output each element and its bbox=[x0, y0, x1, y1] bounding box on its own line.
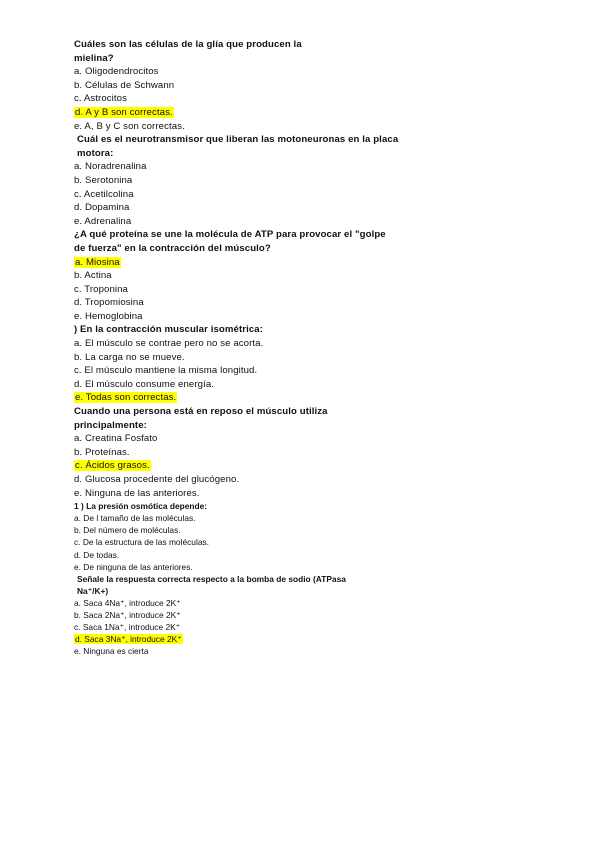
answer-text: a. Oligodendrocitos bbox=[74, 66, 159, 78]
answer-option bbox=[74, 621, 404, 633]
answer-text: e. Adrenalina bbox=[74, 215, 132, 227]
answer-text: a. Saca 4Na⁺, introduce 2K⁺ bbox=[74, 597, 181, 608]
answer-option bbox=[74, 524, 404, 536]
answer-option bbox=[74, 201, 404, 215]
answer-option bbox=[74, 337, 404, 351]
question-text: ¿A qué proteína se une la molécula de ATP para provocar el "golpe de fuerza" en la contracción del músculo? bbox=[74, 229, 386, 254]
answer-option bbox=[74, 609, 404, 621]
answer-text: d. Glucosa procedente del glucógeno. bbox=[74, 474, 240, 485]
answer-option bbox=[74, 473, 404, 487]
answer-option bbox=[74, 391, 404, 405]
question-block bbox=[74, 38, 404, 133]
question-block bbox=[74, 405, 404, 500]
answer-text: e. De ninguna de las anteriores. bbox=[74, 561, 193, 572]
question-block bbox=[74, 323, 404, 405]
answer-text: b. Células de Schwann bbox=[74, 79, 175, 91]
answer-option bbox=[74, 633, 404, 645]
answer-text: b. Actina bbox=[74, 270, 112, 282]
answer-option bbox=[74, 351, 404, 365]
answer-option bbox=[74, 188, 404, 202]
highlighted-answer-text: e. Todas son correctas. bbox=[75, 392, 177, 404]
answer-option bbox=[74, 549, 404, 561]
highlighted-answer-text: c. Ácidos grasos. bbox=[75, 460, 150, 472]
answer-text: a. Noradrenalina bbox=[74, 161, 147, 173]
answer-option bbox=[74, 487, 404, 501]
answer-text: a. El músculo se contrae pero no se acorta. bbox=[74, 338, 264, 350]
answer-text: e. Ninguna es cierta bbox=[74, 646, 149, 657]
answer-text: a. Creatina Fosfato bbox=[74, 433, 158, 445]
answer-option bbox=[74, 536, 404, 548]
answer-option bbox=[74, 512, 404, 524]
answer-text: c. Acetilcolina bbox=[74, 188, 134, 200]
answer-option bbox=[74, 174, 404, 188]
answer-option bbox=[74, 296, 404, 310]
question-block bbox=[74, 228, 404, 323]
highlighted-answer-text: d. Saca 3Na⁺, introduce 2K⁺ bbox=[75, 634, 182, 645]
answer-text: c. Saca 1Na⁺, introduce 2K⁺ bbox=[74, 622, 181, 633]
answer-option bbox=[74, 310, 404, 324]
answer-option bbox=[74, 106, 404, 120]
answer-option bbox=[74, 65, 404, 79]
answer-text: d. Tropomiosina bbox=[74, 297, 144, 309]
question-text: Cuál es el neurotransmisor que liberan las motoneuronas en la placa motora: bbox=[77, 134, 399, 159]
answer-text: b. La carga no se mueve. bbox=[74, 351, 185, 363]
answer-text: c. El músculo mantiene la misma longitud. bbox=[74, 365, 258, 377]
answer-option bbox=[74, 561, 404, 573]
answer-text: b. Del número de moléculas. bbox=[74, 525, 181, 536]
quiz-content bbox=[74, 38, 404, 657]
question-text: 1 ) La presión osmótica depende: bbox=[74, 501, 208, 512]
answer-option bbox=[74, 215, 404, 229]
answer-text: b. Saca 2Na⁺, introduce 2K⁺ bbox=[74, 610, 181, 621]
answer-option bbox=[74, 256, 404, 270]
answer-option bbox=[74, 459, 404, 473]
answer-option bbox=[74, 269, 404, 283]
answer-text: a. De l tamaño de las moléculas. bbox=[74, 513, 196, 524]
question-block bbox=[74, 573, 404, 658]
answer-text: d. Dopamina bbox=[74, 202, 130, 214]
answer-option bbox=[74, 283, 404, 297]
answer-text: e. Hemoglobina bbox=[74, 310, 143, 322]
answer-text: c. De la estructura de las moléculas. bbox=[74, 537, 209, 548]
answer-option bbox=[74, 378, 404, 392]
answer-text: e. A, B y C son correctas. bbox=[74, 120, 185, 132]
answer-text: e. Ninguna de las anteriores. bbox=[74, 487, 200, 499]
question-block bbox=[74, 133, 404, 228]
answer-text: d. El músculo consume energía. bbox=[74, 378, 215, 390]
answer-text: d. De todas. bbox=[74, 549, 120, 560]
question-text: Cuando una persona está en reposo el músculo utiliza principalmente: bbox=[74, 406, 328, 431]
answer-option bbox=[74, 446, 404, 460]
question-text: ) En la contracción muscular isométrica: bbox=[74, 324, 264, 336]
question-text: Cuáles son las células de la glía que producen la mielina? bbox=[74, 39, 302, 64]
answer-option bbox=[74, 160, 404, 174]
answer-option bbox=[74, 364, 404, 378]
answer-text: b. Serotonina bbox=[74, 174, 133, 186]
highlighted-answer-text: d. A y B son correctas. bbox=[75, 106, 173, 118]
answer-option bbox=[74, 92, 404, 106]
answer-text: c. Astrocitos bbox=[74, 93, 128, 105]
answer-option bbox=[74, 120, 404, 134]
answer-option bbox=[74, 432, 404, 446]
answer-text: c. Troponina bbox=[74, 283, 128, 295]
answer-option bbox=[74, 645, 404, 657]
question-text: Señale la respuesta correcta respecto a la bomba de sodio (ATPasa Na⁺/K+) bbox=[77, 573, 346, 596]
answer-text: b. Proteínas. bbox=[74, 446, 130, 458]
answer-option bbox=[74, 597, 404, 609]
answer-option bbox=[74, 79, 404, 93]
question-block bbox=[74, 500, 404, 573]
highlighted-answer-text: a. Miosina bbox=[75, 256, 120, 268]
